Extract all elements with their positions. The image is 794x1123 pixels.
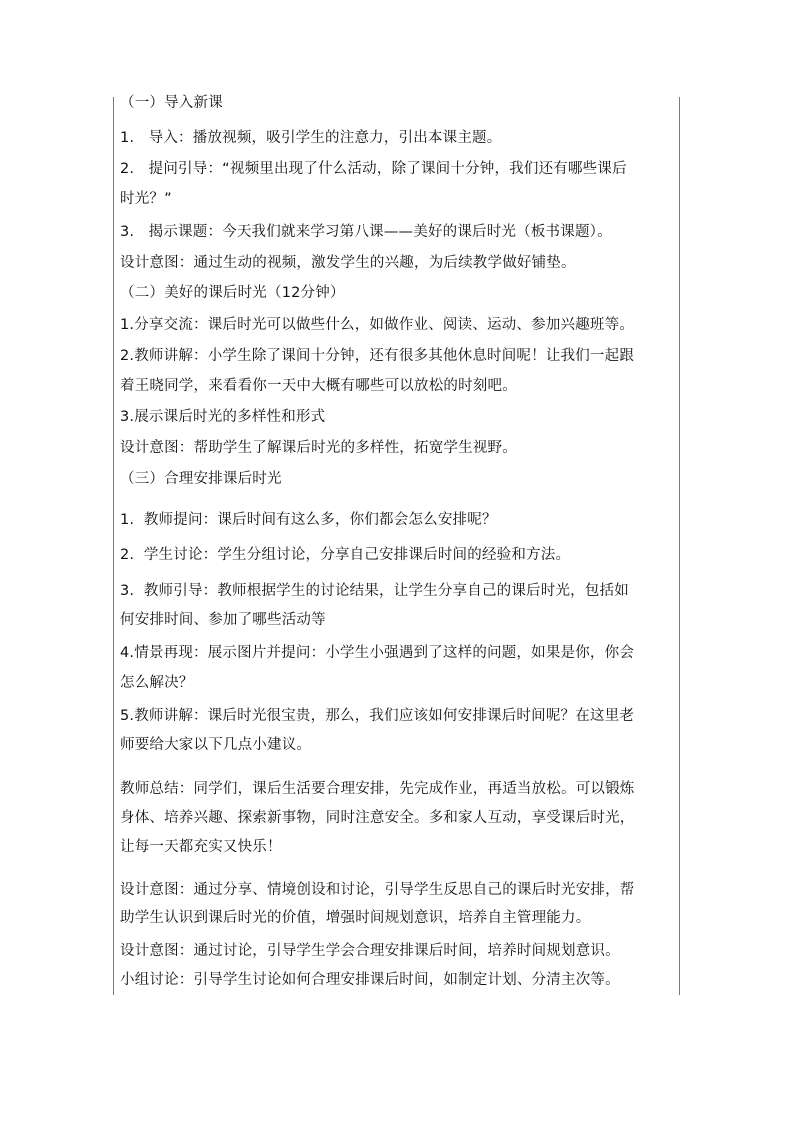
text-line: 教师总结：同学们，课后生活要合理安排，先完成作业，再适当放松。可以锻炼 <box>120 781 635 797</box>
text-line: 设计意图：通过分享、情境创设和讨论，引导学生反思自己的课后时光安排，帮 <box>120 882 635 898</box>
text-line: 2. 学生讨论：学生分组讨论，分享自己安排课后时间的经验和方法。 <box>120 547 571 563</box>
text-line: 2.教师讲解：小学生除了课间十分钟，还有很多其他休息时间呢！让我们一起跟 <box>120 348 635 364</box>
text-line: 设计意图：通过讨论，引导学生学会合理安排课后时间，培养时间规划意识。 <box>120 943 620 959</box>
text-line: 5.教师讲解：课后时光很宝贵，那么，我们应该如何安排课后时间呢？在这里老 <box>120 708 635 724</box>
text-line: 设计意图：帮助学生了解课后时光的多样性，拓宽学生视野。 <box>120 440 517 456</box>
text-line: 小组讨论：引导学生讨论如何合理安排课后时间，如制定计划、分清主次等。 <box>120 972 620 988</box>
text-line: 让每一天都充实又快乐！ <box>120 839 282 855</box>
text-line: 何安排时间、参加了哪些活动等 <box>120 612 326 628</box>
text-line: 设计意图：通过生动的视频，激发学生的兴趣，为后续教学做好铺垫。 <box>120 255 576 271</box>
text-line: 3. 教师引导：教师根据学生的讨论结果，让学生分享自己的课后时光，包括如 <box>120 583 629 599</box>
text-line: 1. 教师提问：课后时间有这么多，你们都会怎么安排呢？ <box>120 512 497 528</box>
text-line: 3. 揭示课题：今天我们就来学习第八课——美好的课后时光（板书课题）。 <box>120 224 612 240</box>
section-heading-arrangement: （三）合理安排课后时光 <box>120 471 282 487</box>
text-line: 1.分享交流：课后时光可以做些什么，如做作业、阅读、运动、参加兴趣班等。 <box>120 317 635 333</box>
text-line: 助学生认识到课后时光的价值，增强时间规划意识，培养自主管理能力。 <box>120 910 591 926</box>
text-line: 身体、培养兴趣、探索新事物，同时注意安全。多和家人互动，享受课后时光， <box>120 810 635 826</box>
text-line: 2. 提问引导：“视频里出现了什么活动，除了课间十分钟，我们还有哪些课后 <box>120 161 627 177</box>
text-line: 时光？” <box>120 191 172 207</box>
text-line: 3.展示课后时光的多样性和形式 <box>120 409 326 425</box>
text-line: 4.情景再现：展示图片并提问：小学生小强遇到了这样的问题，如果是你，你会 <box>120 645 635 661</box>
text-line: 着王晓同学，来看看你一天中大概有哪些可以放松的时刻吧。 <box>120 378 517 394</box>
text-line: 1. 导入：播放视频，吸引学生的注意力，引出本课主题。 <box>120 130 502 146</box>
section-heading-after-class: （二）美好的课后时光（12分钟） <box>120 285 345 301</box>
text-line: 师要给大家以下几点小建议。 <box>120 737 312 753</box>
text-line: 怎么解决？ <box>120 675 194 691</box>
section-heading-intro: （一）导入新课 <box>120 95 223 111</box>
